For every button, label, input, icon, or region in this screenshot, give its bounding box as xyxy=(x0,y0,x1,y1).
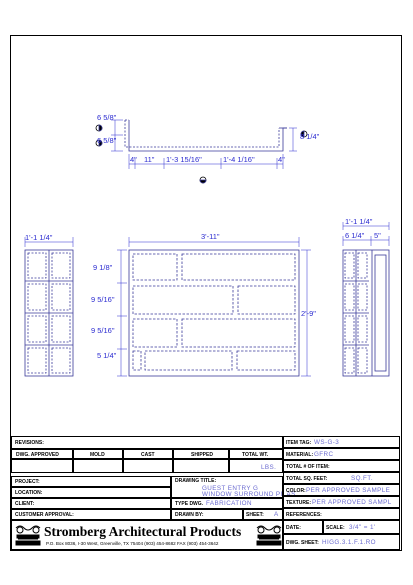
drawn-by-cell xyxy=(171,509,243,520)
mold-value-cell xyxy=(73,459,123,473)
company-name: Stromberg Architectural Products xyxy=(44,524,242,539)
scale-value: 3/4" = 1' xyxy=(349,524,376,531)
shipped-value-cell xyxy=(173,459,229,473)
column-capital-icon xyxy=(256,524,282,546)
total-wt-cell xyxy=(229,449,283,459)
texture-label: TEXTURE: xyxy=(286,500,311,506)
front-row-3-height: 9 5/16" xyxy=(91,326,115,335)
drawing-title-label: DRAWING TITLE: xyxy=(175,478,217,484)
location-label: LOCATION: xyxy=(15,490,43,496)
drawn-by-label: DRAWN BY: xyxy=(175,512,204,518)
sq-ft-label: SQ.FT. xyxy=(351,475,373,482)
date-label: DATE: xyxy=(286,525,301,531)
title-block xyxy=(11,436,400,550)
item-tag-cell xyxy=(283,436,400,448)
revisions-cell xyxy=(11,436,283,449)
plan-dim-right: 8 1/4" xyxy=(300,132,320,141)
type-dwg-label: TYPE DWG. xyxy=(175,501,204,507)
company-address: P.O. Box 8036, I-30 West, Greenville, TX 75404 (903) 454-8682 FAX (903) 454-3642 xyxy=(46,541,219,546)
column-capital-icon xyxy=(15,524,41,546)
shipped-cell xyxy=(173,449,229,459)
plan-dim-seg3: 1'-3 15/16" xyxy=(166,155,202,164)
material-label: MATERIAL: xyxy=(286,452,314,458)
type-dwg-value: FABRICATION xyxy=(206,500,252,507)
sheet-cell xyxy=(243,509,283,520)
project-cell xyxy=(11,476,171,487)
plan-dim-seg1: 4" xyxy=(130,155,137,164)
references-cell xyxy=(283,508,400,520)
dwg-sheet-cell xyxy=(283,534,400,550)
color-label: COLOR: xyxy=(286,488,306,494)
front-elevation xyxy=(117,237,311,376)
plan-dim-seg4: 1'-4 1/16" xyxy=(223,155,255,164)
lbs-label: LBS. xyxy=(261,464,277,471)
plan-dim-left-top: 6 5/8" xyxy=(97,113,117,122)
front-row-1-height: 9 1/8" xyxy=(93,263,113,272)
total-items-cell xyxy=(283,460,400,472)
color-value: PER APPROVED SAMPLE xyxy=(306,487,391,494)
mold-label: MOLD xyxy=(90,452,105,458)
front-row-4-height: 5 1/4" xyxy=(97,351,117,360)
front-elevation-width: 3'-11" xyxy=(201,232,220,241)
drawing-sheet xyxy=(10,35,402,551)
scale-label: SCALE: xyxy=(326,525,345,531)
plan-dim-seg5: 4" xyxy=(278,155,285,164)
scale-cell xyxy=(323,520,400,534)
plan-dim-left-bottom: 6 5/8" xyxy=(97,136,117,145)
type-dwg-cell xyxy=(171,498,283,509)
dwg-approved-cell xyxy=(11,449,73,459)
total-sq-feet-label: TOTAL SQ. FEET: xyxy=(286,476,328,482)
references-label: REFERENCES: xyxy=(286,512,322,518)
customer-approval-cell xyxy=(11,509,171,520)
total-wt-value-cell xyxy=(229,459,283,473)
client-label: CLIENT: xyxy=(15,501,35,507)
date-cell xyxy=(283,520,323,534)
material-value: GFRC xyxy=(314,451,334,458)
dwg-sheet-label: DWG. SHEET: xyxy=(286,540,319,546)
dwg-approved-value-cell xyxy=(11,459,73,473)
right-elevation xyxy=(343,222,389,376)
drawing-area xyxy=(11,36,400,436)
dwg-approved-label: DWG. APPROVED xyxy=(16,452,59,458)
item-tag-label: ITEM TAG: xyxy=(286,440,312,446)
right-elevation-width: 1'-1 1/4" xyxy=(345,217,373,226)
cast-cell xyxy=(123,449,173,459)
client-cell xyxy=(11,498,171,509)
cast-label: CAST xyxy=(141,452,155,458)
material-cell xyxy=(283,448,400,460)
total-items-label: TOTAL # OF ITEM: xyxy=(286,464,330,470)
location-cell xyxy=(11,487,171,498)
plan-dim-seg2: 11" xyxy=(144,155,155,164)
sheet-label: SHEET: xyxy=(246,512,264,518)
total-sq-feet-cell xyxy=(283,472,400,484)
customer-approval-label: CUSTOMER APPROVAL: xyxy=(15,512,74,518)
right-elevation-sub2: 5" xyxy=(374,231,381,240)
company-logo-block xyxy=(11,520,283,550)
texture-value: PER APPROVED SAMPL xyxy=(312,499,392,506)
dwg-sheet-value: HIGG.3.1.F.1.RO xyxy=(322,539,376,546)
project-label: PROJECT: xyxy=(15,479,40,485)
drawing-title-line2: WINDOW SURROUND PILAS xyxy=(202,491,296,498)
cast-value-cell xyxy=(123,459,173,473)
front-row-2-height: 9 5/16" xyxy=(91,295,115,304)
texture-cell xyxy=(283,496,400,508)
sheet-value: A xyxy=(274,511,279,518)
total-wt-label: TOTAL WT. xyxy=(242,452,269,458)
front-elevation-height: 2'-9" xyxy=(301,309,316,318)
shipped-label: SHIPPED xyxy=(191,452,213,458)
mold-cell xyxy=(73,449,123,459)
left-elevation xyxy=(25,237,73,376)
item-tag-value: WS-G-3 xyxy=(314,439,340,446)
revisions-label: REVISIONS: xyxy=(15,440,44,446)
plan-view xyxy=(96,120,307,183)
right-elevation-sub1: 6 1/4" xyxy=(345,231,365,240)
drawing-title-line1: GUEST ENTRY G xyxy=(202,485,259,492)
color-cell xyxy=(283,484,400,496)
left-elevation-width: 1'-1 1/4" xyxy=(25,233,53,242)
